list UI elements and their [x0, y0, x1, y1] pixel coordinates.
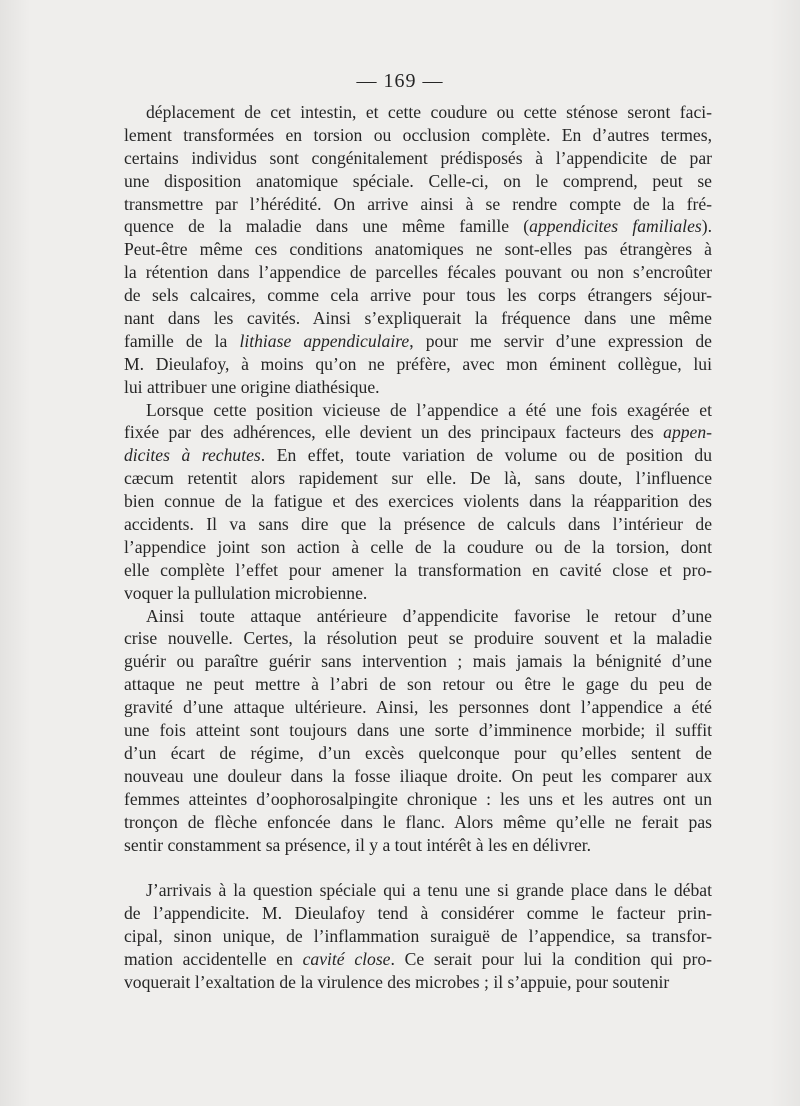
- text-segment: cipal, sinon unique, de l’inflammation suraiguë de l’appendice, sa transfor-: [124, 926, 712, 947]
- text-line: [124, 444, 712, 467]
- text-line: [124, 719, 712, 742]
- text-segment: attaque ne peut mettre à l’abri de son retour ou être le gage du peu de: [124, 674, 712, 695]
- italic-text: appen-: [663, 422, 712, 443]
- text-segment: . Ce serait pour lui la condition qui pro-: [390, 949, 712, 970]
- text-line: [124, 147, 712, 170]
- text-segment: nouveau une douleur dans la fosse iliaque droite. On peut les comparer aux: [124, 765, 712, 786]
- text-segment: lement transformées en torsion ou occlusion complète. En d’autres termes,: [124, 124, 712, 145]
- text-segment: sentir constamment sa présence, il y a tout intérêt à les en délivrer.: [124, 834, 592, 855]
- text-line: [124, 513, 712, 536]
- text-line: [124, 925, 712, 948]
- text-segment: la rétention dans l’appendice de parcelles fécales pouvant ou non s’encroûter: [124, 262, 712, 283]
- text-segment: . En effet, toute variation de volume ou de position du: [260, 445, 712, 466]
- text-segment: ).: [701, 216, 712, 237]
- text-segment: famille de la: [124, 330, 240, 351]
- text-line: [124, 627, 712, 650]
- text-segment: déplacement de cet intestin, et cette coudure ou cette sténose seront faci-: [146, 102, 712, 122]
- text-line: [124, 788, 712, 811]
- text-segment: guérir ou paraître guérir sans intervention ; mais jamais la bénignité d’une: [124, 651, 712, 672]
- text-line: [124, 490, 712, 513]
- text-line: [124, 307, 712, 330]
- text-segment: elle complète l’effet pour amener la transformation en cavité close et pro-: [124, 559, 712, 580]
- text-line: [124, 421, 712, 444]
- text-segment: Lorsque cette position vicieuse de l’appendice a été une fois exagérée et: [146, 399, 712, 420]
- text-segment: femmes atteintes d’oophorosalpingite chronique : les uns et les autres ont un: [124, 788, 712, 809]
- text-line: [124, 742, 712, 765]
- text-segment: une disposition anatomique spéciale. Celle-ci, on le comprend, peut se: [124, 170, 712, 191]
- text-segment: crise nouvelle. Certes, la résolution peut se produire souvent et la maladie: [124, 628, 712, 649]
- text-line: [124, 811, 712, 834]
- text-segment: voquerait l’exaltation de la virulence des microbes ; il s’appuie, pour soutenir: [124, 971, 670, 992]
- text-segment: transmettre par l’hérédité. On arrive ainsi à se rendre compte de la fré-: [124, 193, 712, 214]
- text-segment: M. Dieulafoy, à moins qu’on ne préfère, avec mon éminent collègue, lui: [124, 353, 712, 374]
- text-segment: accidents. Il va sans dire que la présence de calculs dans l’intérieur de: [124, 514, 712, 535]
- text-line: [124, 902, 712, 925]
- text-line: [124, 834, 712, 857]
- paragraph: [124, 399, 712, 605]
- text-segment: de l’appendicite. M. Dieulafoy tend à considérer comme le facteur prin-: [124, 903, 712, 924]
- text-line: [124, 284, 712, 307]
- paragraph: [124, 605, 712, 857]
- italic-text: cavité close: [302, 949, 391, 970]
- text-line: [124, 605, 712, 628]
- text-line: [124, 559, 712, 582]
- italic-text: dicites à rechutes: [124, 445, 261, 466]
- text-line: [124, 971, 712, 994]
- page-number: — 169 —: [356, 70, 444, 92]
- text-segment: J’arrivais à la question spéciale qui a tenu une si grande place dans le débat: [146, 880, 712, 901]
- text-line: [124, 124, 712, 147]
- text-line: [124, 101, 712, 124]
- text-line: [124, 170, 712, 193]
- text-segment: Ainsi toute attaque antérieure d’appendicite favorise le retour d’une: [146, 605, 712, 626]
- text-line: [124, 215, 712, 238]
- text-line: [124, 948, 712, 971]
- text-line: [124, 582, 712, 605]
- text-line: [124, 376, 712, 399]
- text-segment: mation accidentelle en: [124, 949, 303, 970]
- text-line: [124, 879, 712, 902]
- section-gap: [124, 856, 712, 879]
- text-line: [124, 261, 712, 284]
- text-line: [124, 238, 712, 261]
- text-segment: gravité d’une attaque ultérieure. Ainsi, les personnes dont l’appendice a été: [124, 697, 712, 718]
- text-line: [124, 673, 712, 696]
- text-segment: cæcum retentit alors rapidement sur elle. De là, sans doute, l’influence: [124, 468, 712, 489]
- body-text: [124, 101, 712, 994]
- text-line: [124, 650, 712, 673]
- text-line: [124, 467, 712, 490]
- text-segment: tronçon de flèche enfoncée dans le flanc. Alors même qu’elle ne ferait pas: [124, 811, 712, 832]
- text-segment: nant dans les cavités. Ainsi s’expliquerait la fréquence dans une même: [124, 308, 712, 329]
- italic-text: appendicites familiales: [529, 216, 702, 237]
- text-segment: quence de la maladie dans une même famille (: [124, 216, 530, 237]
- paragraph: [124, 101, 712, 399]
- text-segment: fixée par des adhérences, elle devient un des principaux facteurs des: [124, 422, 664, 443]
- text-segment: une fois atteint sont toujours dans une sorte d’imminence morbide; il suffit: [124, 720, 712, 741]
- text-segment: , pour me servir d’une expression de: [409, 330, 712, 351]
- text-segment: l’appendice joint son action à celle de la coudure ou de la torsion, dont: [124, 536, 712, 557]
- text-segment: lui attribuer une origine diathésique.: [124, 376, 380, 397]
- text-segment: certains individus sont congénitalement prédisposés à l’appendicite de par: [124, 147, 712, 168]
- text-line: [124, 399, 712, 422]
- text-line: [124, 353, 712, 376]
- text-line: [124, 536, 712, 559]
- text-line: [124, 696, 712, 719]
- paragraph: [124, 879, 712, 993]
- text-segment: bien connue de la fatigue et des exercices violents dans la réapparition des: [124, 491, 712, 512]
- text-line: [124, 193, 712, 216]
- text-segment: de sels calcaires, comme cela arrive pour tous les corps étrangers séjour-: [124, 285, 712, 306]
- text-segment: Peut-être même ces conditions anatomiques ne sont-elles pas étrangères à: [124, 239, 712, 260]
- text-segment: voquer la pullulation microbienne.: [124, 582, 368, 603]
- italic-text: lithiase appendiculaire: [239, 330, 410, 351]
- text-line: [124, 765, 712, 788]
- text-line: [124, 330, 712, 353]
- text-segment: d’un écart de régime, d’un excès quelconque pour qu’elles sentent de: [124, 742, 712, 763]
